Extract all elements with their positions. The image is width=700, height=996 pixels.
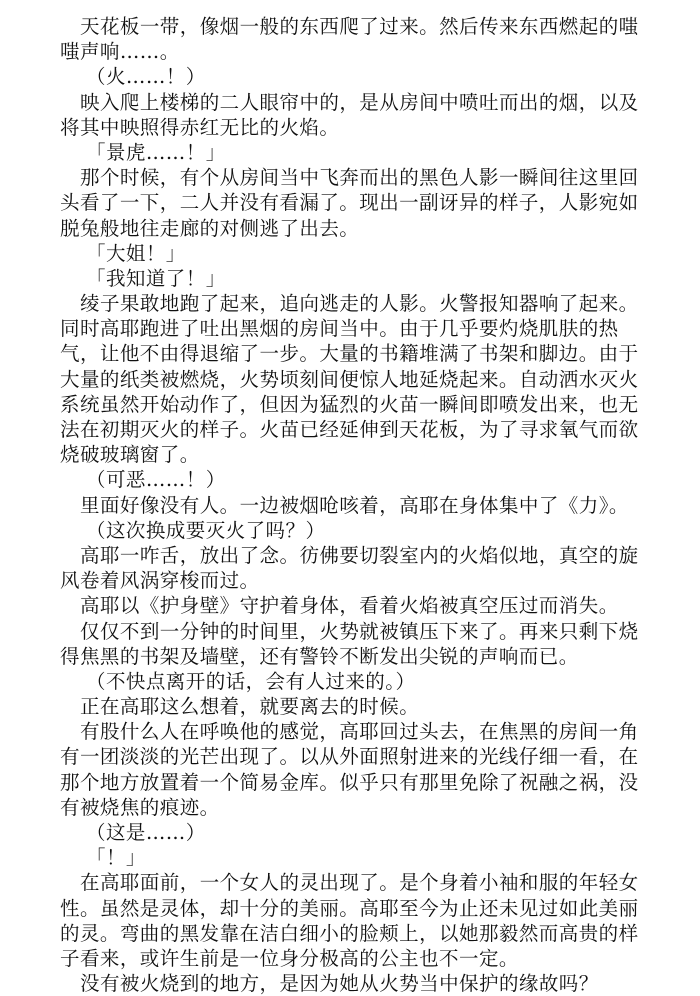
text-line: 有股什么人在呼唤他的感觉，高耶回过头去，在焦黑的房间一角 <box>80 720 639 744</box>
text-line: 「景虎……！」 <box>86 140 226 164</box>
text-line: （不快点离开的话，会有人过来的。） <box>86 669 416 693</box>
text-line: 仅仅不到一分钟的时间里，火势就被镇压下来了。再来只剩下烧 <box>80 619 639 643</box>
text-line: 大量的纸类被燃烧，火势顷刻间便惊人地延烧起来。自动洒水灭火 <box>60 367 639 391</box>
text-line: （火……！） <box>86 65 206 89</box>
text-line: 有被烧焦的痕迹。 <box>60 795 220 819</box>
text-line: 将其中映照得赤红无比的火焰。 <box>60 115 340 139</box>
text-line: 法在初期灭火的样子。火苗已经延伸到天花板，为了寻求氧气而欲 <box>60 418 639 441</box>
text-line: 头看了一下，二人并没有看漏了。现出一副讶异的样子，人影宛如 <box>60 191 639 215</box>
text-line: 脱兔般地往走廊的对侧逃了出去。 <box>60 216 360 240</box>
text-line: 「！」 <box>86 846 146 870</box>
text-line: 气，让他不由得退缩了一步。大量的书籍堆满了书架和脚边。由于 <box>60 342 639 366</box>
text-line: 的灵。弯曲的黑发靠在洁白细小的脸颊上，以她那毅然而高贵的样 <box>60 921 639 945</box>
text-line: （这是……） <box>86 821 206 844</box>
text-line: 有一团淡淡的光芒出现了。以从外面照射进来的光线仔细一看，在 <box>60 745 639 769</box>
text-line: 嗤声响……。 <box>60 40 180 64</box>
text-line: 那个地方放置着一个简易金库。似乎只有那里免除了祝融之祸，没 <box>60 770 639 794</box>
text-line: 正在高耶这么想着，就要离去的时候。 <box>80 695 420 719</box>
text-line: 系统虽然开始动作了，但因为猛烈的火苗一瞬间即喷发出来，也无 <box>60 392 639 416</box>
text-line: 「大姐！」 <box>86 241 186 265</box>
text-line: 性。虽然是灵体，却十分的美丽。高耶至今为止还未见过如此美丽 <box>60 896 639 920</box>
text-line: 没有被火烧到的地方，是因为她从火势当中保护的缘故吗？ <box>80 972 599 996</box>
text-line: 里面好像没有人。一边被烟呛咳着，高耶在身体集中了《力》。 <box>80 493 629 517</box>
text-line: 烧破玻璃窗了。 <box>60 443 200 467</box>
text-line: 天花板一带，像烟一般的东西爬了过来。然后传来东西燃起的嗤 <box>80 15 639 38</box>
text-line: （这次换成要灭火了吗？） <box>86 518 326 542</box>
text-line: 那个时候，有个从房间当中飞奔而出的黑色人影一瞬间往这里回 <box>80 166 639 190</box>
text-line: （可恶……！） <box>86 468 226 492</box>
text-line: 得焦黑的书架及墙壁，还有警铃不断发出尖锐的声响而已。 <box>60 644 579 668</box>
text-line: 高耶一咋舌，放出了念。彷佛要切裂室内的火焰似地，真空的旋 <box>80 543 639 567</box>
text-line: 在高耶面前，一个女人的灵出现了。是个身着小袖和服的年轻女 <box>80 871 639 895</box>
text-line: 绫子果敢地跑了起来，追向逃走的人影。火警报知器响了起来。 <box>80 292 639 316</box>
text-line: 高耶以《护身壁》守护着身体，看着火焰被真空压过而消失。 <box>80 594 619 618</box>
text-line: 同时高耶跑进了吐出黑烟的房间当中。由于几乎要灼烧肌肤的热 <box>60 317 619 341</box>
text-line: 映入爬上楼梯的二人眼帘中的，是从房间中喷吐而出的烟，以及 <box>80 90 639 114</box>
text-line: 「我知道了！」 <box>86 266 226 290</box>
text-line: 子看来，或许生前是一位身分极高的公主也不一定。 <box>60 946 519 970</box>
text-line: 风卷着风涡穿梭而过。 <box>60 569 260 593</box>
